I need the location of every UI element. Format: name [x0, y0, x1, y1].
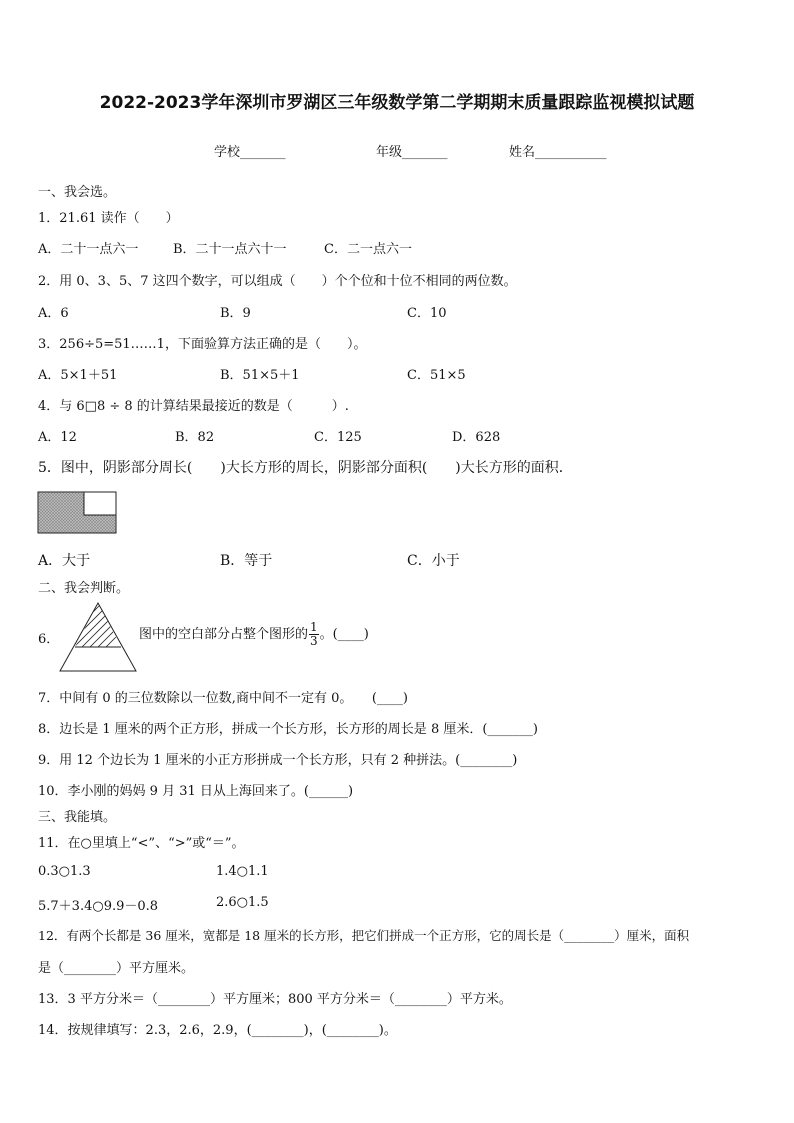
q1-option-b: B．二十一点六十一	[173, 242, 287, 257]
q5-option-a: A．大于	[38, 553, 91, 569]
school-label: 学校	[214, 145, 241, 160]
q2-option-b: B．9	[220, 306, 251, 321]
question-6	[139, 621, 369, 648]
question-5: 5．图中，阴影部分周长( )大长方形的周长，阴影部分面积( )大长方形的面积．	[38, 460, 573, 476]
q2-option-a: A．6	[38, 306, 69, 321]
grade-blank: _______	[402, 145, 448, 160]
question-1: 1．21.61 读作（ ）	[38, 211, 179, 226]
q3-option-c: C．51×5	[407, 368, 466, 383]
question-4: 4．与 6□8 ÷ 8 的计算结果最接近的数是（ ）.	[38, 399, 349, 414]
q1-option-c: C．二一点六一	[324, 242, 412, 257]
q4-option-d: D．628	[452, 430, 501, 445]
q1-option-a: A．二十一点六一	[38, 242, 139, 257]
question-12-line-2: 是（________）平方厘米。	[38, 961, 195, 976]
school-blank: _______	[240, 145, 286, 160]
q11-expression-4: 2.6○1.5	[216, 895, 269, 910]
q6-fraction-numerator: 1	[310, 620, 318, 634]
question-12-line-1: 12．有两个长都是 36 厘米，宽都是 18 厘米的长方形，把它们拼成一个正方形，它的周长是（________）厘米，面积	[38, 928, 690, 943]
q3-option-a: A．5×1＋51	[38, 368, 118, 383]
q6-fraction	[309, 621, 319, 648]
q5-option-b: B．等于	[220, 553, 273, 569]
q6-triangle-figure	[58, 601, 138, 673]
q3-option-b: B．51×5＋1	[220, 368, 300, 383]
q4-option-c: C．125	[314, 430, 362, 445]
q11-expression-3: 5.7＋3.4○9.9－0.8	[38, 899, 159, 914]
question-6-number: 6．	[38, 632, 60, 647]
section-3-heading: 三、我能填。	[38, 810, 117, 825]
name-blank: ___________	[535, 145, 607, 160]
question-3: 3．256÷5=51……1，下面验算方法正确的是（ ）。	[38, 337, 367, 352]
q11-expression-1: 0.3○1.3	[38, 864, 91, 879]
question-14: 14．按规律填写：2.3，2.6，2.9，(________)，(________)。	[38, 1023, 397, 1038]
school-field	[214, 141, 286, 160]
grade-label: 年级	[376, 145, 403, 160]
q4-option-b: B．82	[175, 430, 215, 445]
question-8: 8．边长是 1 厘米的两个正方形，拼成一个长方形，长方形的周长是 8 厘米．(_______)	[38, 722, 538, 737]
name-field	[509, 141, 607, 160]
page-title: 2022-2023学年深圳市罗湖区三年级数学第二学期期末质量跟踪监视模拟试题	[99, 93, 695, 113]
question-11: 11．在○里填上“<”、“>”或“＝”。	[38, 836, 245, 851]
q5-option-c: C．小于	[407, 553, 460, 569]
section-2-heading: 二、我会判断。	[38, 581, 130, 596]
q11-expression-2: 1.4○1.1	[216, 864, 269, 879]
question-13: 13．3 平方分米＝（________）平方厘米；800 平方分米＝（________）平方米。	[38, 992, 512, 1007]
name-label: 姓名	[509, 145, 536, 160]
grade-field	[376, 141, 448, 160]
q5-rectangle-figure	[37, 491, 117, 534]
question-2: 2．用 0、3、5、7 这四个数字，可以组成（ ）个个位和十位不相同的两位数。	[38, 274, 517, 289]
question-10: 10．李小刚的妈妈 9 月 31 日从上海回来了。(______)	[38, 784, 354, 799]
q6-tail: 。(____)	[319, 627, 369, 642]
q2-option-c: C．10	[407, 306, 447, 321]
q6-fraction-denominator: 3	[310, 634, 318, 648]
section-1-heading: 一、我会选。	[38, 185, 117, 200]
question-9: 9．用 12 个边长为 1 厘米的小正方形拼成一个长方形，只有 2 种拼法。(________)	[38, 753, 518, 768]
question-7: 7．中间有 0 的三位数除以一位数,商中间不一定有 0。 (____)	[38, 691, 408, 706]
q6-text: 图中的空白部分占整个图形的	[139, 627, 309, 642]
q4-option-a: A．12	[38, 430, 77, 445]
